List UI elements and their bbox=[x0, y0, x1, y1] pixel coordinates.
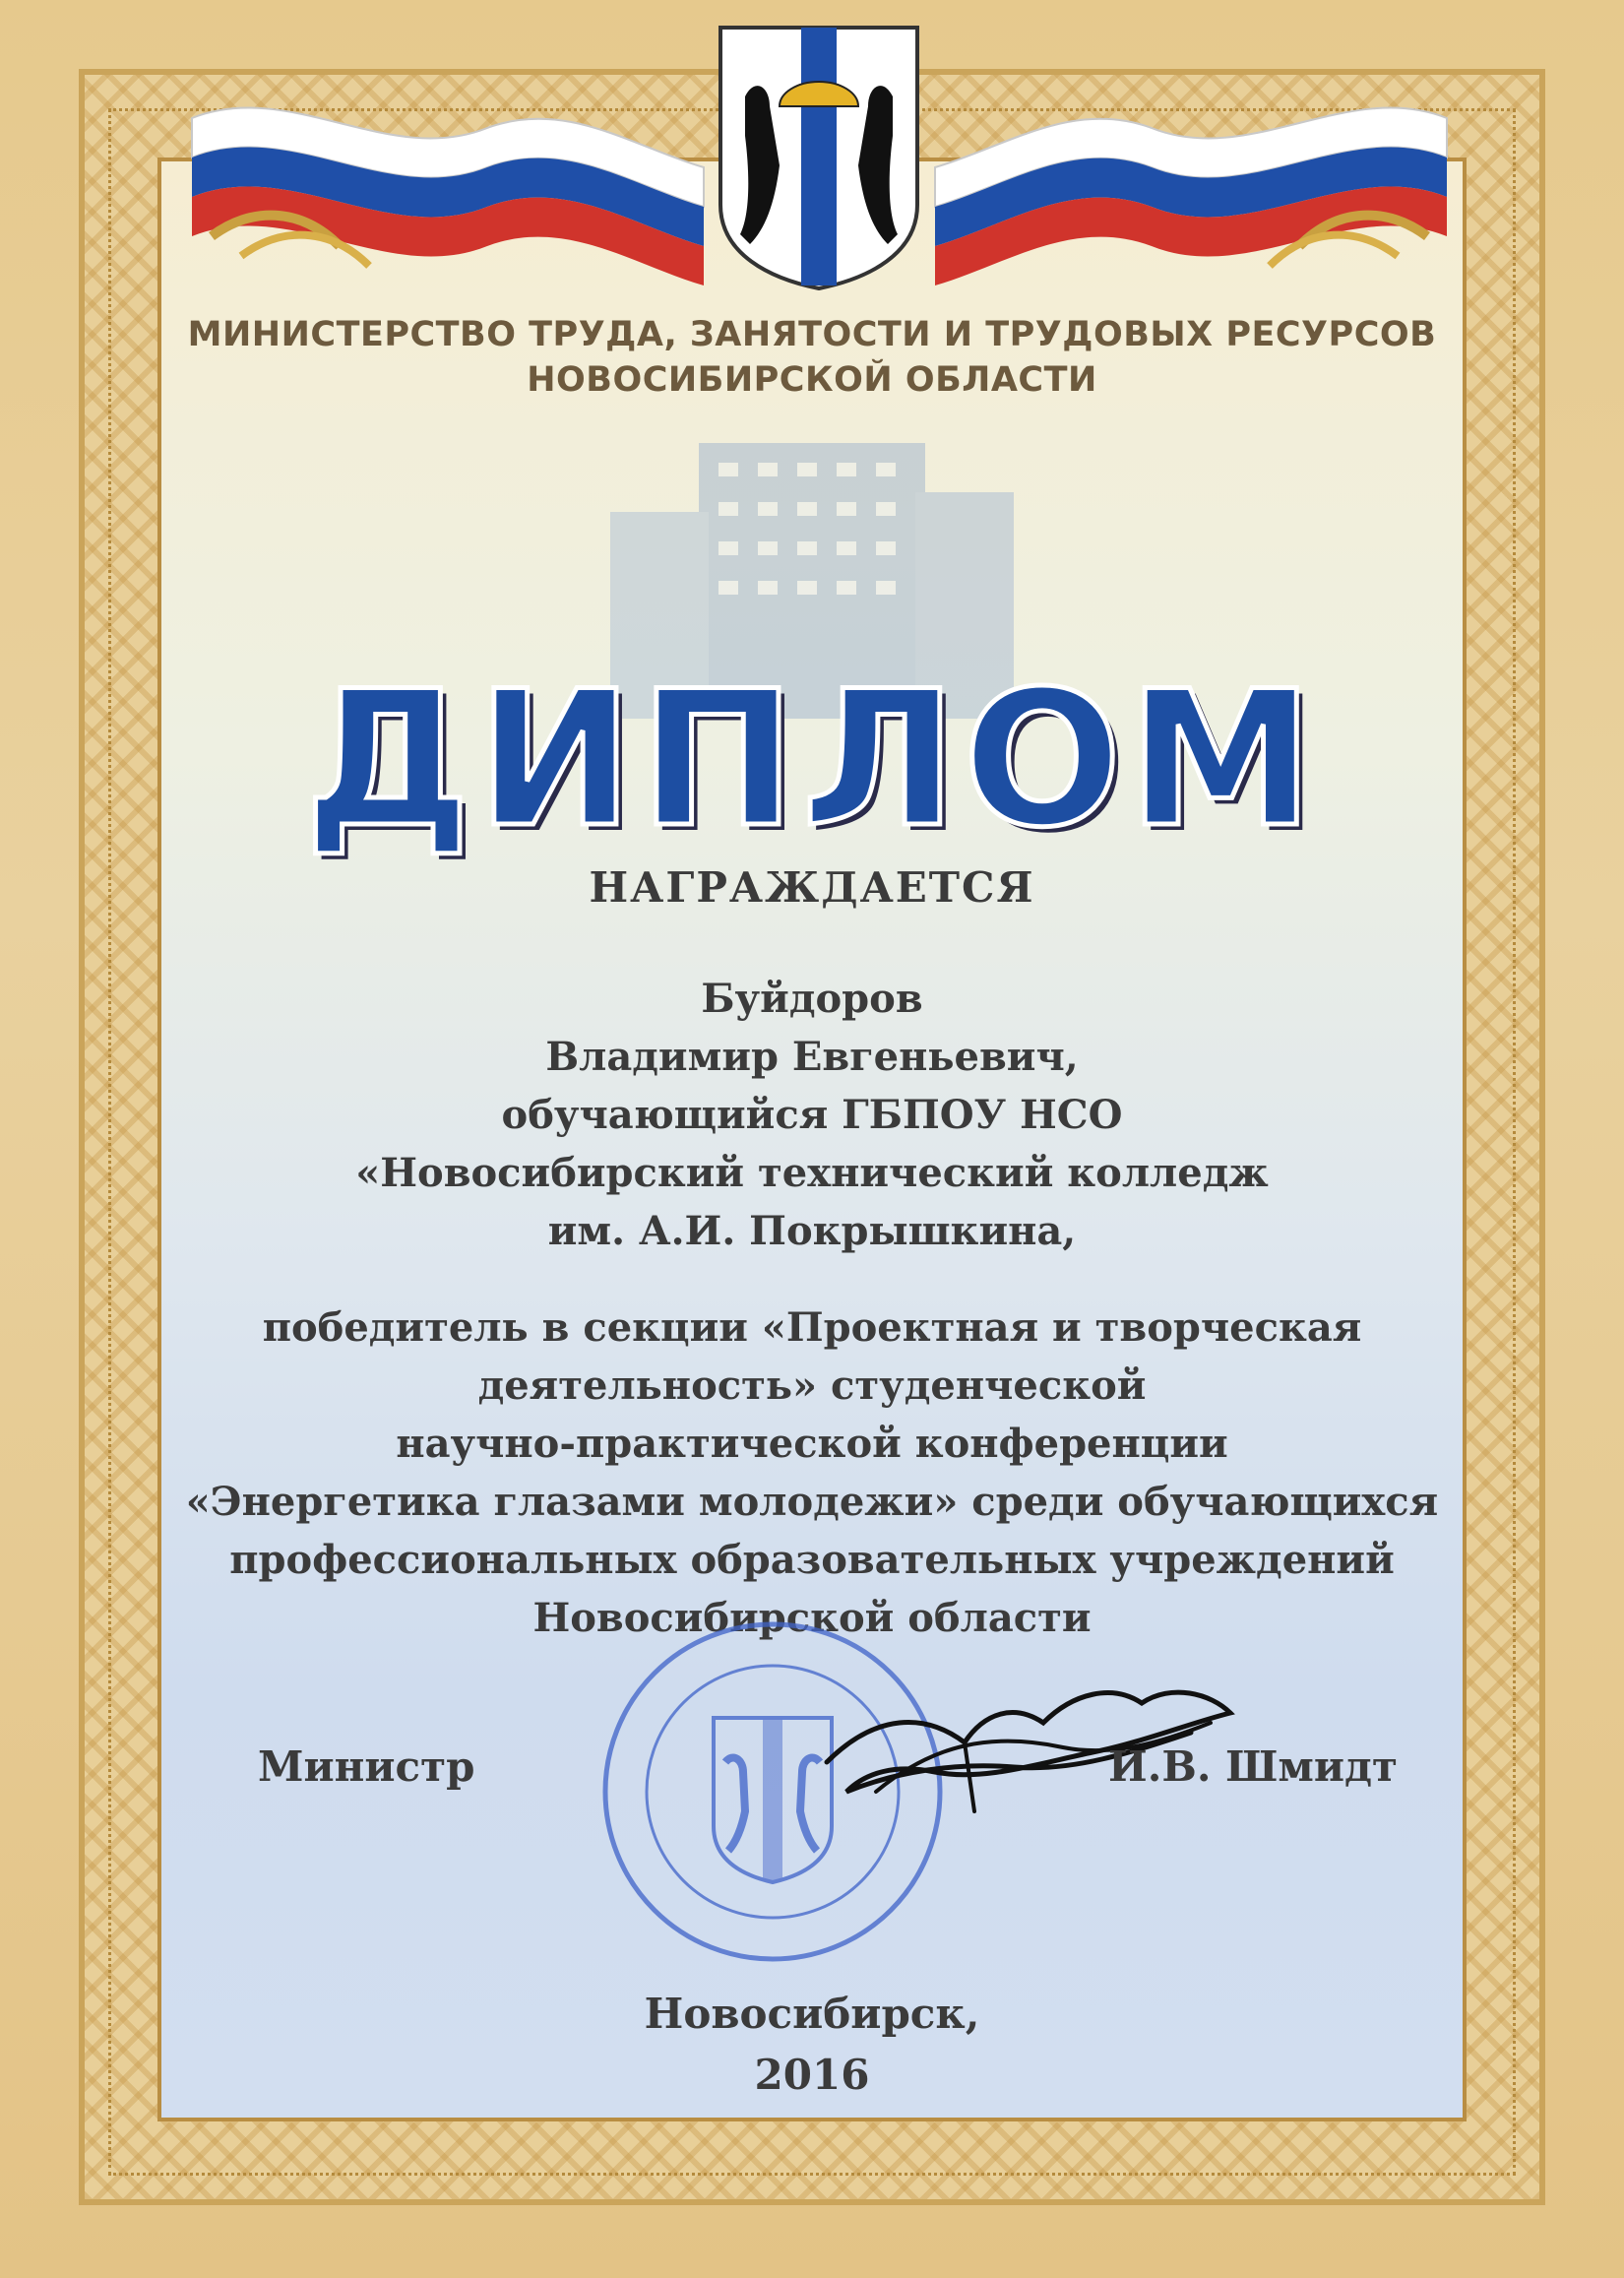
issue-city: Новосибирск, bbox=[644, 1990, 980, 2038]
institution-line2: «Новосибирский технический колледж bbox=[355, 1150, 1269, 1196]
institution-line3: им. А.И. Покрышкина, bbox=[547, 1208, 1077, 1254]
award-line: НАГРАЖДАЕТСЯ bbox=[589, 863, 1035, 912]
ministry-name-line2: НОВОСИБИРСКОЙ ОБЛАСТИ bbox=[527, 360, 1097, 400]
citation-line6: Новосибирской области bbox=[532, 1595, 1092, 1641]
institution-line1: обучающийся ГБПОУ НСО bbox=[501, 1092, 1123, 1138]
issue-year: 2016 bbox=[754, 2051, 870, 2099]
flag-ribbon-left bbox=[172, 59, 723, 295]
novosibirsk-coat-of-arms-icon bbox=[711, 18, 927, 293]
signer-position-label: Министр bbox=[258, 1742, 475, 1791]
citation-line1: победитель в секции «Проектная и творческая bbox=[262, 1304, 1362, 1351]
ministry-name-line1: МИНИСТЕРСТВО ТРУДА, ЗАНЯТОСТИ И ТРУДОВЫХ РЕСУРСОВ bbox=[187, 315, 1437, 354]
diploma-title: ДИПЛОМ bbox=[304, 651, 1320, 868]
recipient-name: Владимир Евгеньевич, bbox=[545, 1034, 1079, 1080]
signer-name: И.В. Шмидт bbox=[1108, 1742, 1398, 1791]
citation-line2: деятельность» студенческой bbox=[477, 1362, 1147, 1409]
citation-line3: научно-практической конференции bbox=[396, 1421, 1228, 1467]
flag-ribbon-right bbox=[915, 59, 1467, 295]
recipient-surname: Буйдоров bbox=[701, 976, 923, 1022]
citation-line4: «Энергетика глазами молодежи» среди обучающихся bbox=[185, 1479, 1439, 1525]
citation-line5: профессиональных образовательных учреждений bbox=[229, 1537, 1395, 1583]
